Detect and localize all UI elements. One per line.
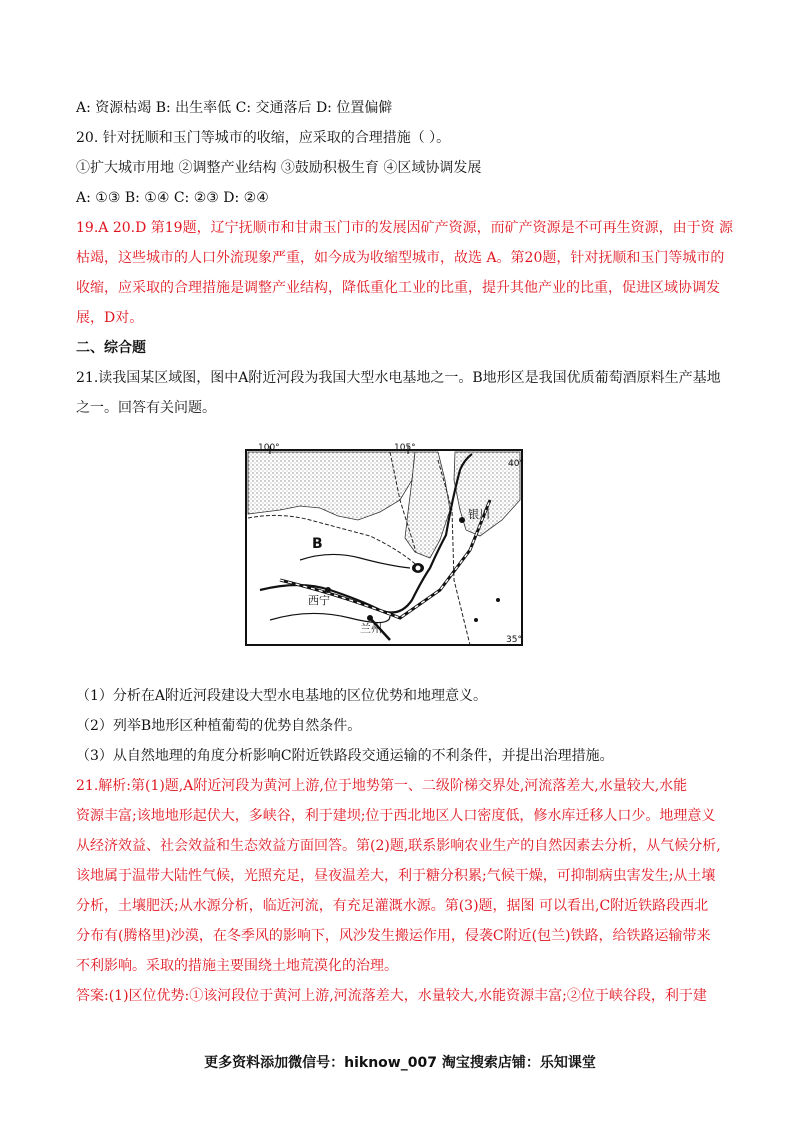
q21-part: （2）列举B地形区种植葡萄的优势自然条件。 — [76, 718, 362, 734]
answer-19-20-line: 收缩，应采取的合理措施是调整产业结构，降低重化工业的比重，提升其他产业的比重，促进区域协调发 — [76, 280, 720, 296]
answer-19-20-line: 展，D对。 — [76, 310, 144, 326]
answer-21-line: 该地属于温带大陆性气候，光照充足，昼夜温差大，利于糖分积累;气候干燥，可抑制病虫害发生;从土壤 — [76, 868, 716, 884]
map-label-b: B — [312, 536, 323, 552]
answer-19-20-line: 枯竭，这些城市的人口外流现象严重，如今成为收缩型城市，故选 A。第20题，针对抚顺和玉门等城市的 — [76, 250, 725, 266]
lat-40-label: 40° — [508, 459, 524, 469]
answer-19-20-line: 19.A 20.D 第19题，辽宁抚顺市和甘肃玉门市的发展因矿产资源，而矿产资源是不可再生资源，由于资 源 — [76, 220, 734, 236]
answer-21-line: 21.解析:第(1)题,A附近河段为黄河上游,位于地势第一、二级阶梯交界处,河流落差大,水量较大,水能 — [76, 778, 688, 794]
city-lanzhou-label: 兰州 — [360, 622, 382, 635]
q21-part: （1）分析在A附近河段建设大型水电基地的区位优势和地理意义。 — [76, 688, 488, 704]
lon-105-label: 105° — [394, 443, 416, 453]
lat-35-label: 35° — [506, 635, 522, 645]
q21-stem-line: 之一。回答有关问题。 — [76, 400, 216, 416]
q21-stem-line: 21.读我国某区域图，图中A附近河段为我国大型水电基地之一。B地形区是我国优质葡萄酒原料生产基地 — [76, 370, 721, 386]
city-yinchuan-label: 银川 — [468, 508, 490, 521]
city-xining-label: 西宁 — [308, 594, 330, 607]
q21-part: （3）从自然地理的角度分析影响C附近铁路段交通运输的不利条件，并提出治理措施。 — [76, 748, 614, 764]
region-map — [240, 440, 532, 660]
answer-21-line: 资源丰富;该地地形起伏大，多峡谷，利于建坝;位于西北地区人口密度低，修水库迁移人口少。地理意义 — [76, 808, 716, 824]
lon-100-label: 100° — [258, 443, 280, 453]
answer-21-line: 分布有(腾格里)沙漠，在冬季风的影响下，风沙发生搬运作用，侵袭C附近(包兰)铁路，给铁路运输带来 — [76, 928, 711, 944]
answer-21-line: 不利影响。采取的措施主要围绕土地荒漠化的治理。 — [76, 958, 398, 974]
q20-options: A: ①③ B: ①④ C: ②③ D: ②④ — [76, 190, 269, 206]
page-footer: 更多资料添加微信号：hiknow_007 淘宝搜索店铺：乐知课堂 — [204, 1055, 596, 1071]
q20-items: ①扩大城市用地 ②调整产业结构 ③鼓励积极生育 ④区域协调发展 — [76, 160, 482, 176]
section-title: 二、综合题 — [76, 340, 146, 356]
q19-options: A: 资源枯竭 B: 出生率低 C: 交通落后 D: 位置偏僻 — [76, 100, 393, 116]
q20-stem: 20. 针对抚顺和玉门等城市的收缩，应采取的合理措施（ ）。 — [76, 130, 451, 146]
answer-21-line: 从经济效益、社会效益和生态效益方面回答。第(2)题,联系影响农业生产的自然因素去分析，从气候分析, — [76, 838, 721, 854]
answer-21-line: 分析，土壤肥沃;从水源分析，临近河流，有充足灌溉水源。第(3)题，据图 可以看出,C附近铁路段西北 — [76, 898, 709, 914]
answer-21-line: 答案:(1)区位优势:①该河段位于黄河上游,河流落差大，水量较大,水能资源丰富;②位于峡谷段，利于建 — [76, 988, 707, 1004]
